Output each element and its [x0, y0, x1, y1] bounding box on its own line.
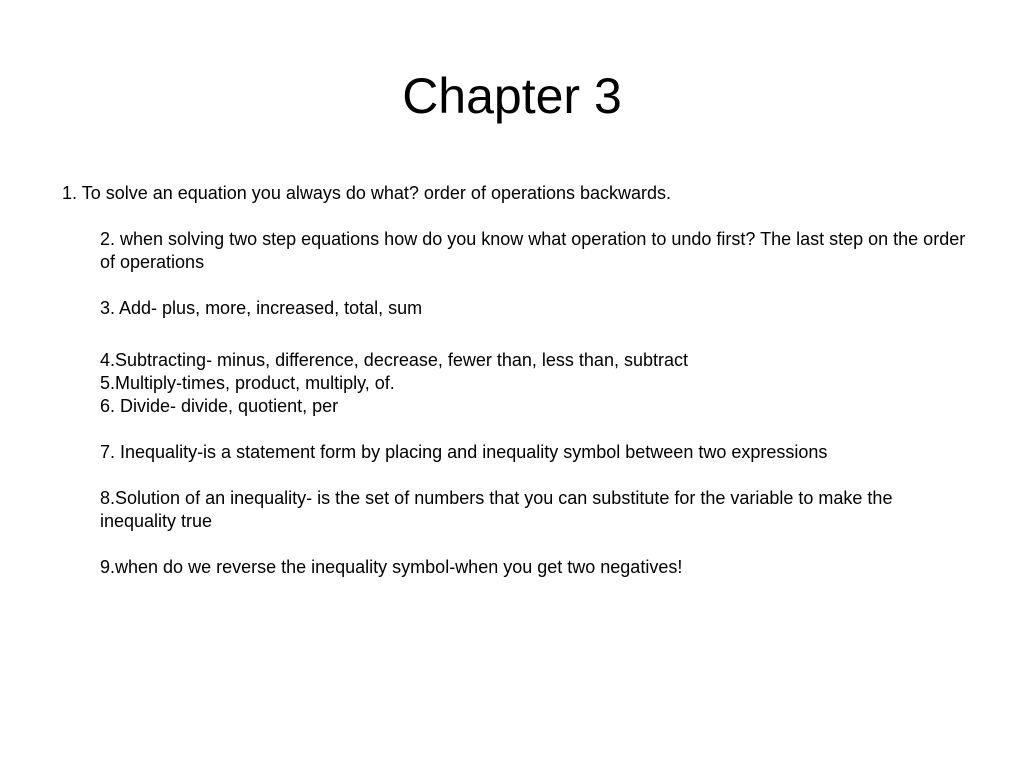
- spacer: [62, 274, 982, 297]
- slide-title: Chapter 3: [402, 68, 622, 124]
- spacer: [62, 320, 982, 349]
- list-item-7: 7. Inequality-is a statement form by placing and inequality symbol between two expressions: [100, 442, 828, 462]
- spacer: [62, 533, 982, 556]
- list-item-3: 3. Add- plus, more, increased, total, sum: [100, 298, 423, 318]
- slide-body: [62, 182, 982, 579]
- spacer: [62, 205, 982, 228]
- list-item-8: 8.Solution of an inequality- is the set of numbers that you can substitute for the variable to make the inequality true: [100, 488, 893, 531]
- list-item-2: 2. when solving two step equations how do you know what operation to undo first? The last step on the order of operations: [100, 229, 966, 272]
- list-item-9: 9.when do we reverse the inequality symbol-when you get two negatives!: [100, 557, 683, 577]
- spacer: [62, 418, 982, 441]
- list-item-5: 5.Multiply-times, product, multiply, of.: [100, 373, 395, 393]
- list-item-6: 6. Divide- divide, quotient, per: [100, 396, 339, 416]
- list-item-4: 4.Subtracting- minus, difference, decrease, fewer than, less than, subtract: [100, 350, 688, 370]
- spacer: [62, 464, 982, 487]
- list-item-1: 1. To solve an equation you always do what? order of operations backwards.: [62, 183, 672, 203]
